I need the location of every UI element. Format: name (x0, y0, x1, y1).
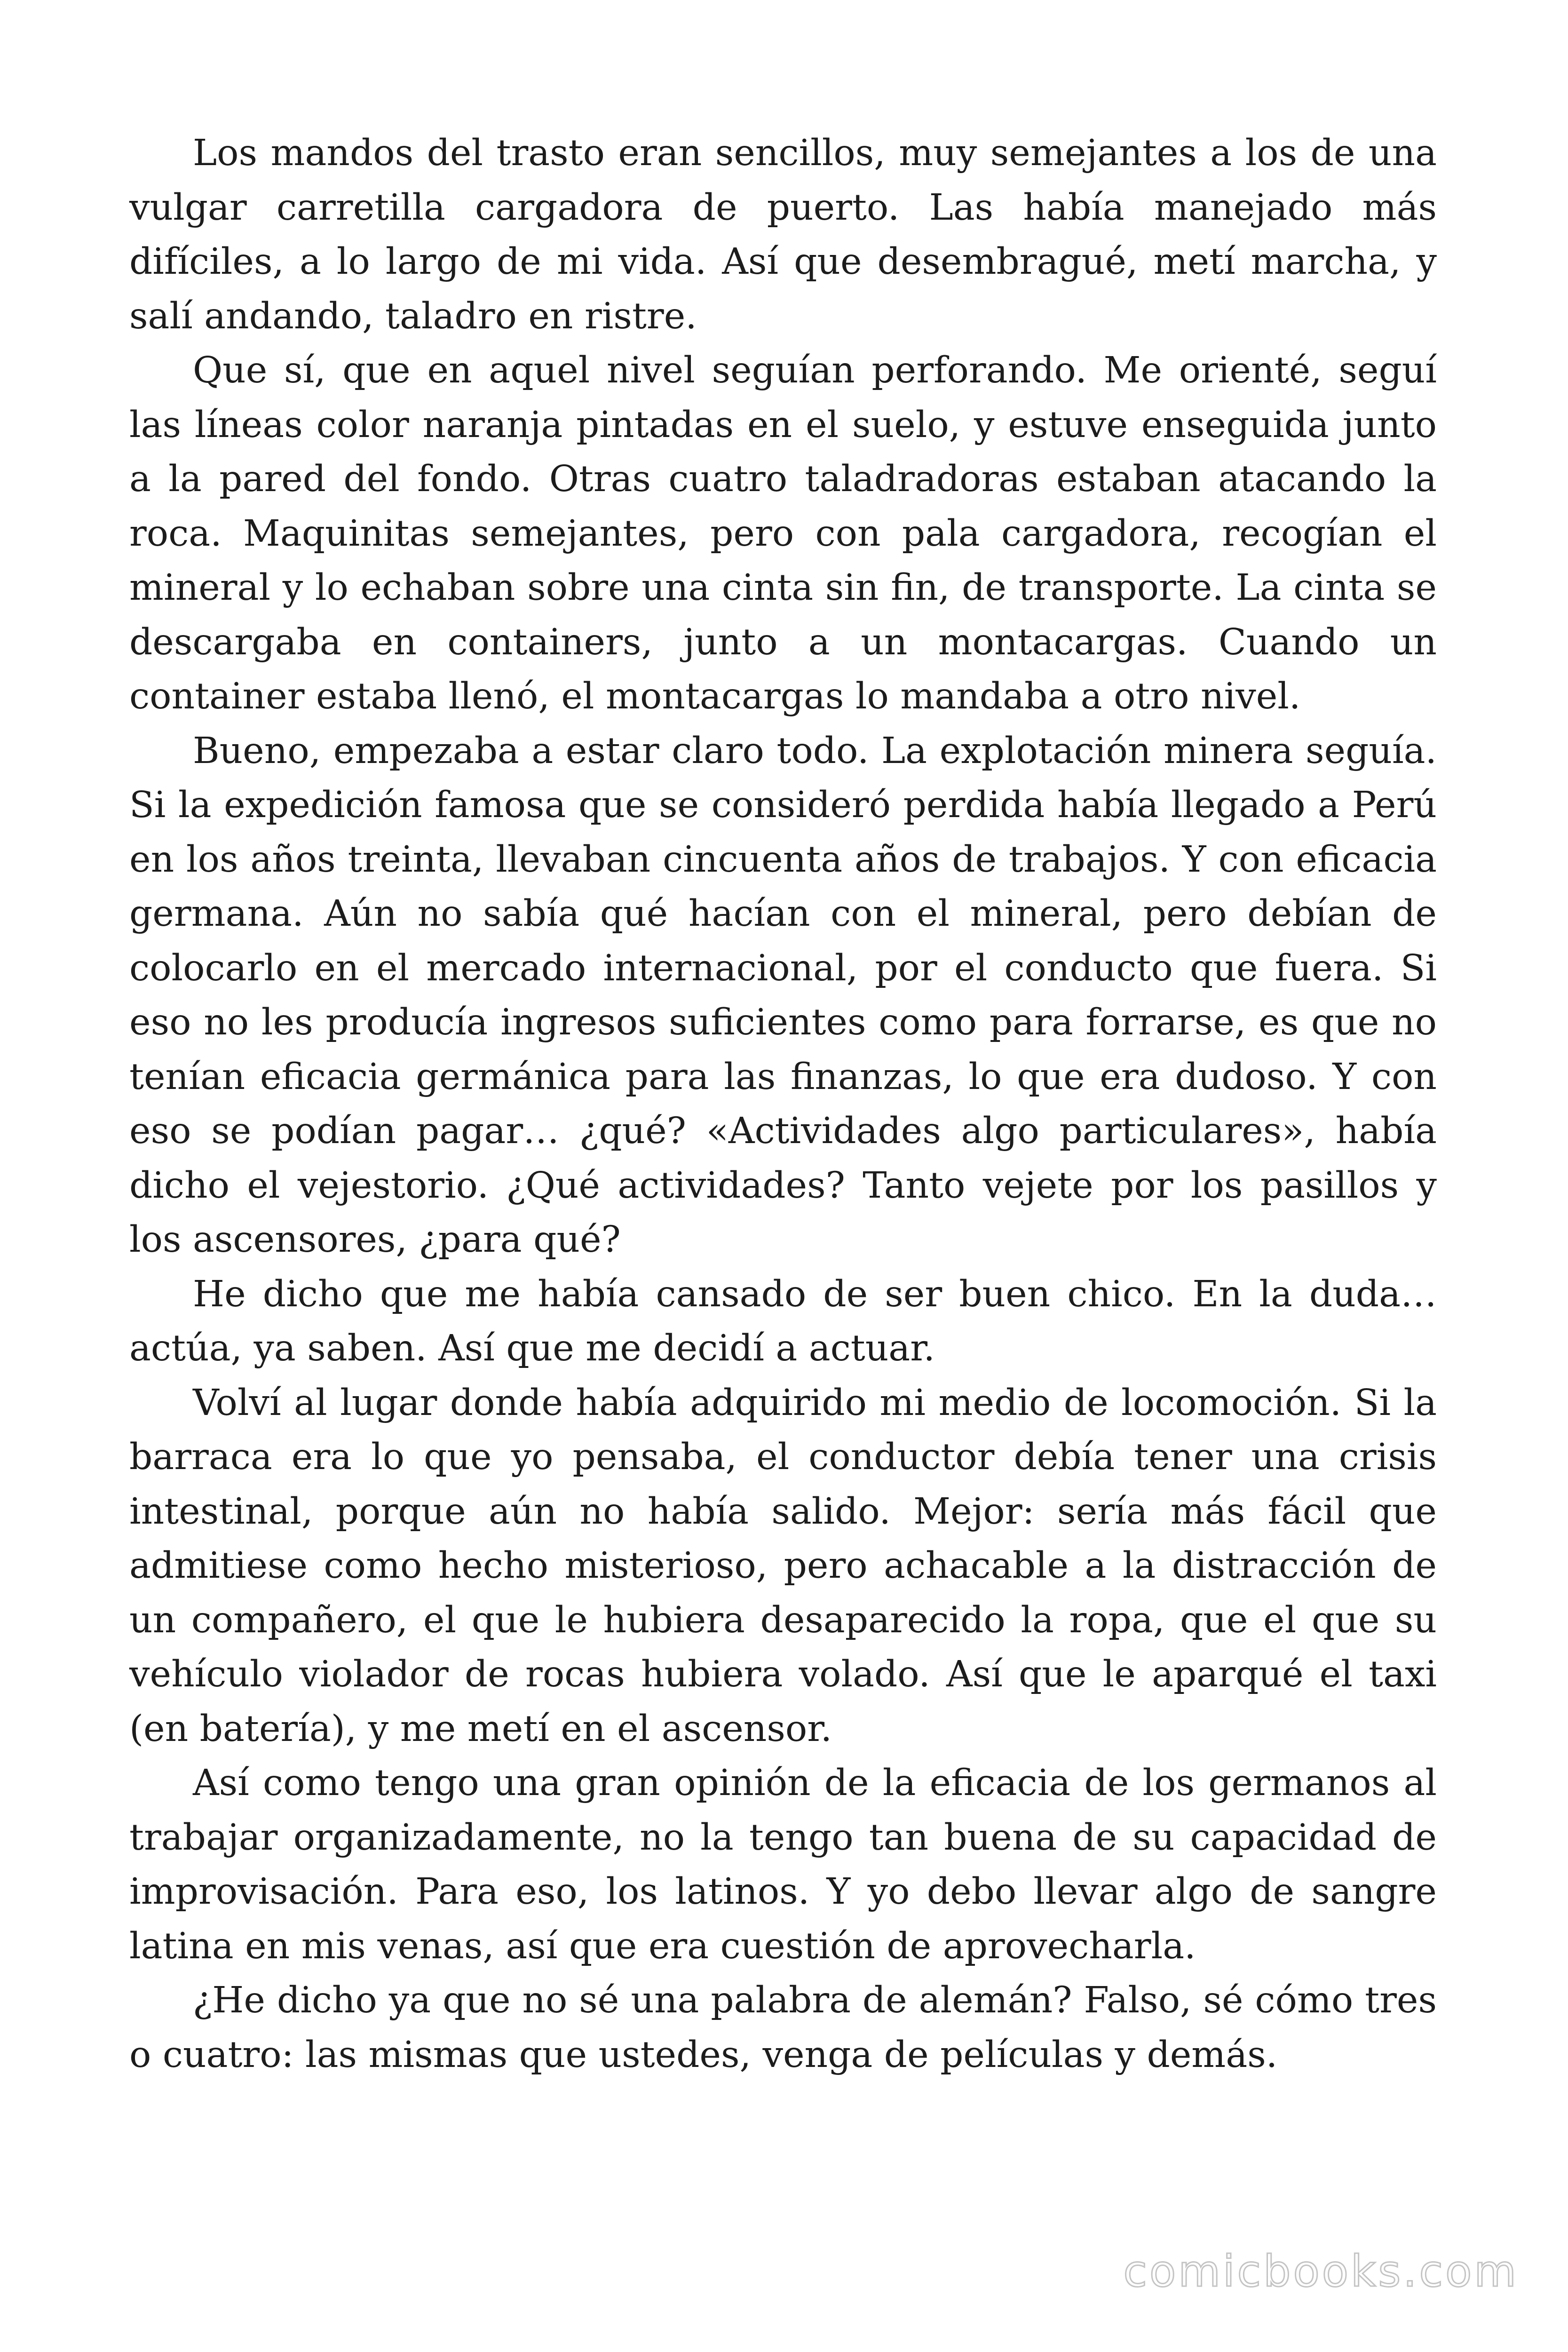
paragraph-3: Bueno, empezaba a estar claro todo. La explotación minera seguía. Si la expedición famosa que se consideró perdida había llegado a Perú en los años treinta, llevaban cincuenta años de trabajos. Y con eficacia germana. Aún no sabía qué hacían con el mineral, pero debían de colocarlo en el mercado internacional, por el conducto que fuera. Si eso no les producía ingresos suficientes como para forrarse, es que no tenían eficacia germánica para las finanzas, lo que era dudoso. Y con eso se podían pagar… ¿qué? «Actividades algo particulares», había dicho el vejestorio. ¿Qué actividades? Tanto vejete por los pasillos y los ascensores, ¿para qué? (129, 730, 1437, 1261)
paragraph-2: Que sí, que en aquel nivel seguían perforando. Me orienté, seguí las líneas color naranja pintadas en el suelo, y estuve enseguida junto a la pared del fondo. Otras cuatro taladradoras estaban atacando la roca. Maquinitas semejantes, pero con pala cargadora, recogían el mineral y lo echaban sobre una cinta sin fin, de transporte. La cinta se descargaba en containers, junto a un montacargas. Cuando un container estaba llenó, el montacargas lo mandaba a otro nivel. (129, 350, 1437, 717)
body-text (129, 126, 1437, 2082)
paragraph-5: Volví al lugar donde había adquirido mi medio de locomoción. Si la barraca era lo que yo pensaba, el conductor debía tener una crisis intestinal, porque aún no había salido. Mejor: sería más fácil que admitiese como hecho misterioso, pero achacable a la distracción de un compañero, el que le hubiera desaparecido la ropa, que el que su vehículo violador de rocas hubiera volado. Así que le aparqué el taxi (en batería), y me metí en el ascensor. (129, 1382, 1437, 1750)
watermark: comicbooks.com (1123, 2246, 1519, 2296)
paragraph-1: Los mandos del trasto eran sencillos, muy semejantes a los de una vulgar carretilla cargadora de puerto. Las había manejado más difíciles, a lo largo de mi vida. Así que desembragué, metí marcha, y salí andando, taladro en ristre. (129, 132, 1437, 337)
paragraph-6: Así como tengo una gran opinión de la eficacia de los germanos al trabajar organizadamente, no la tengo tan buena de su capacidad de improvisación. Para eso, los latinos. Y yo debo llevar algo de sangre latina en mis venas, así que era cuestión de aprovecharla. (129, 1762, 1437, 1967)
paragraph-4: He dicho que me había cansado de ser buen chico. En la duda… actúa, ya saben. Así que me decidí a actuar. (129, 1273, 1437, 1369)
paragraph-7: ¿He dicho ya que no sé una palabra de alemán? Falso, sé cómo tres o cuatro: las mismas que ustedes, venga de películas y demás. (129, 1979, 1437, 2076)
